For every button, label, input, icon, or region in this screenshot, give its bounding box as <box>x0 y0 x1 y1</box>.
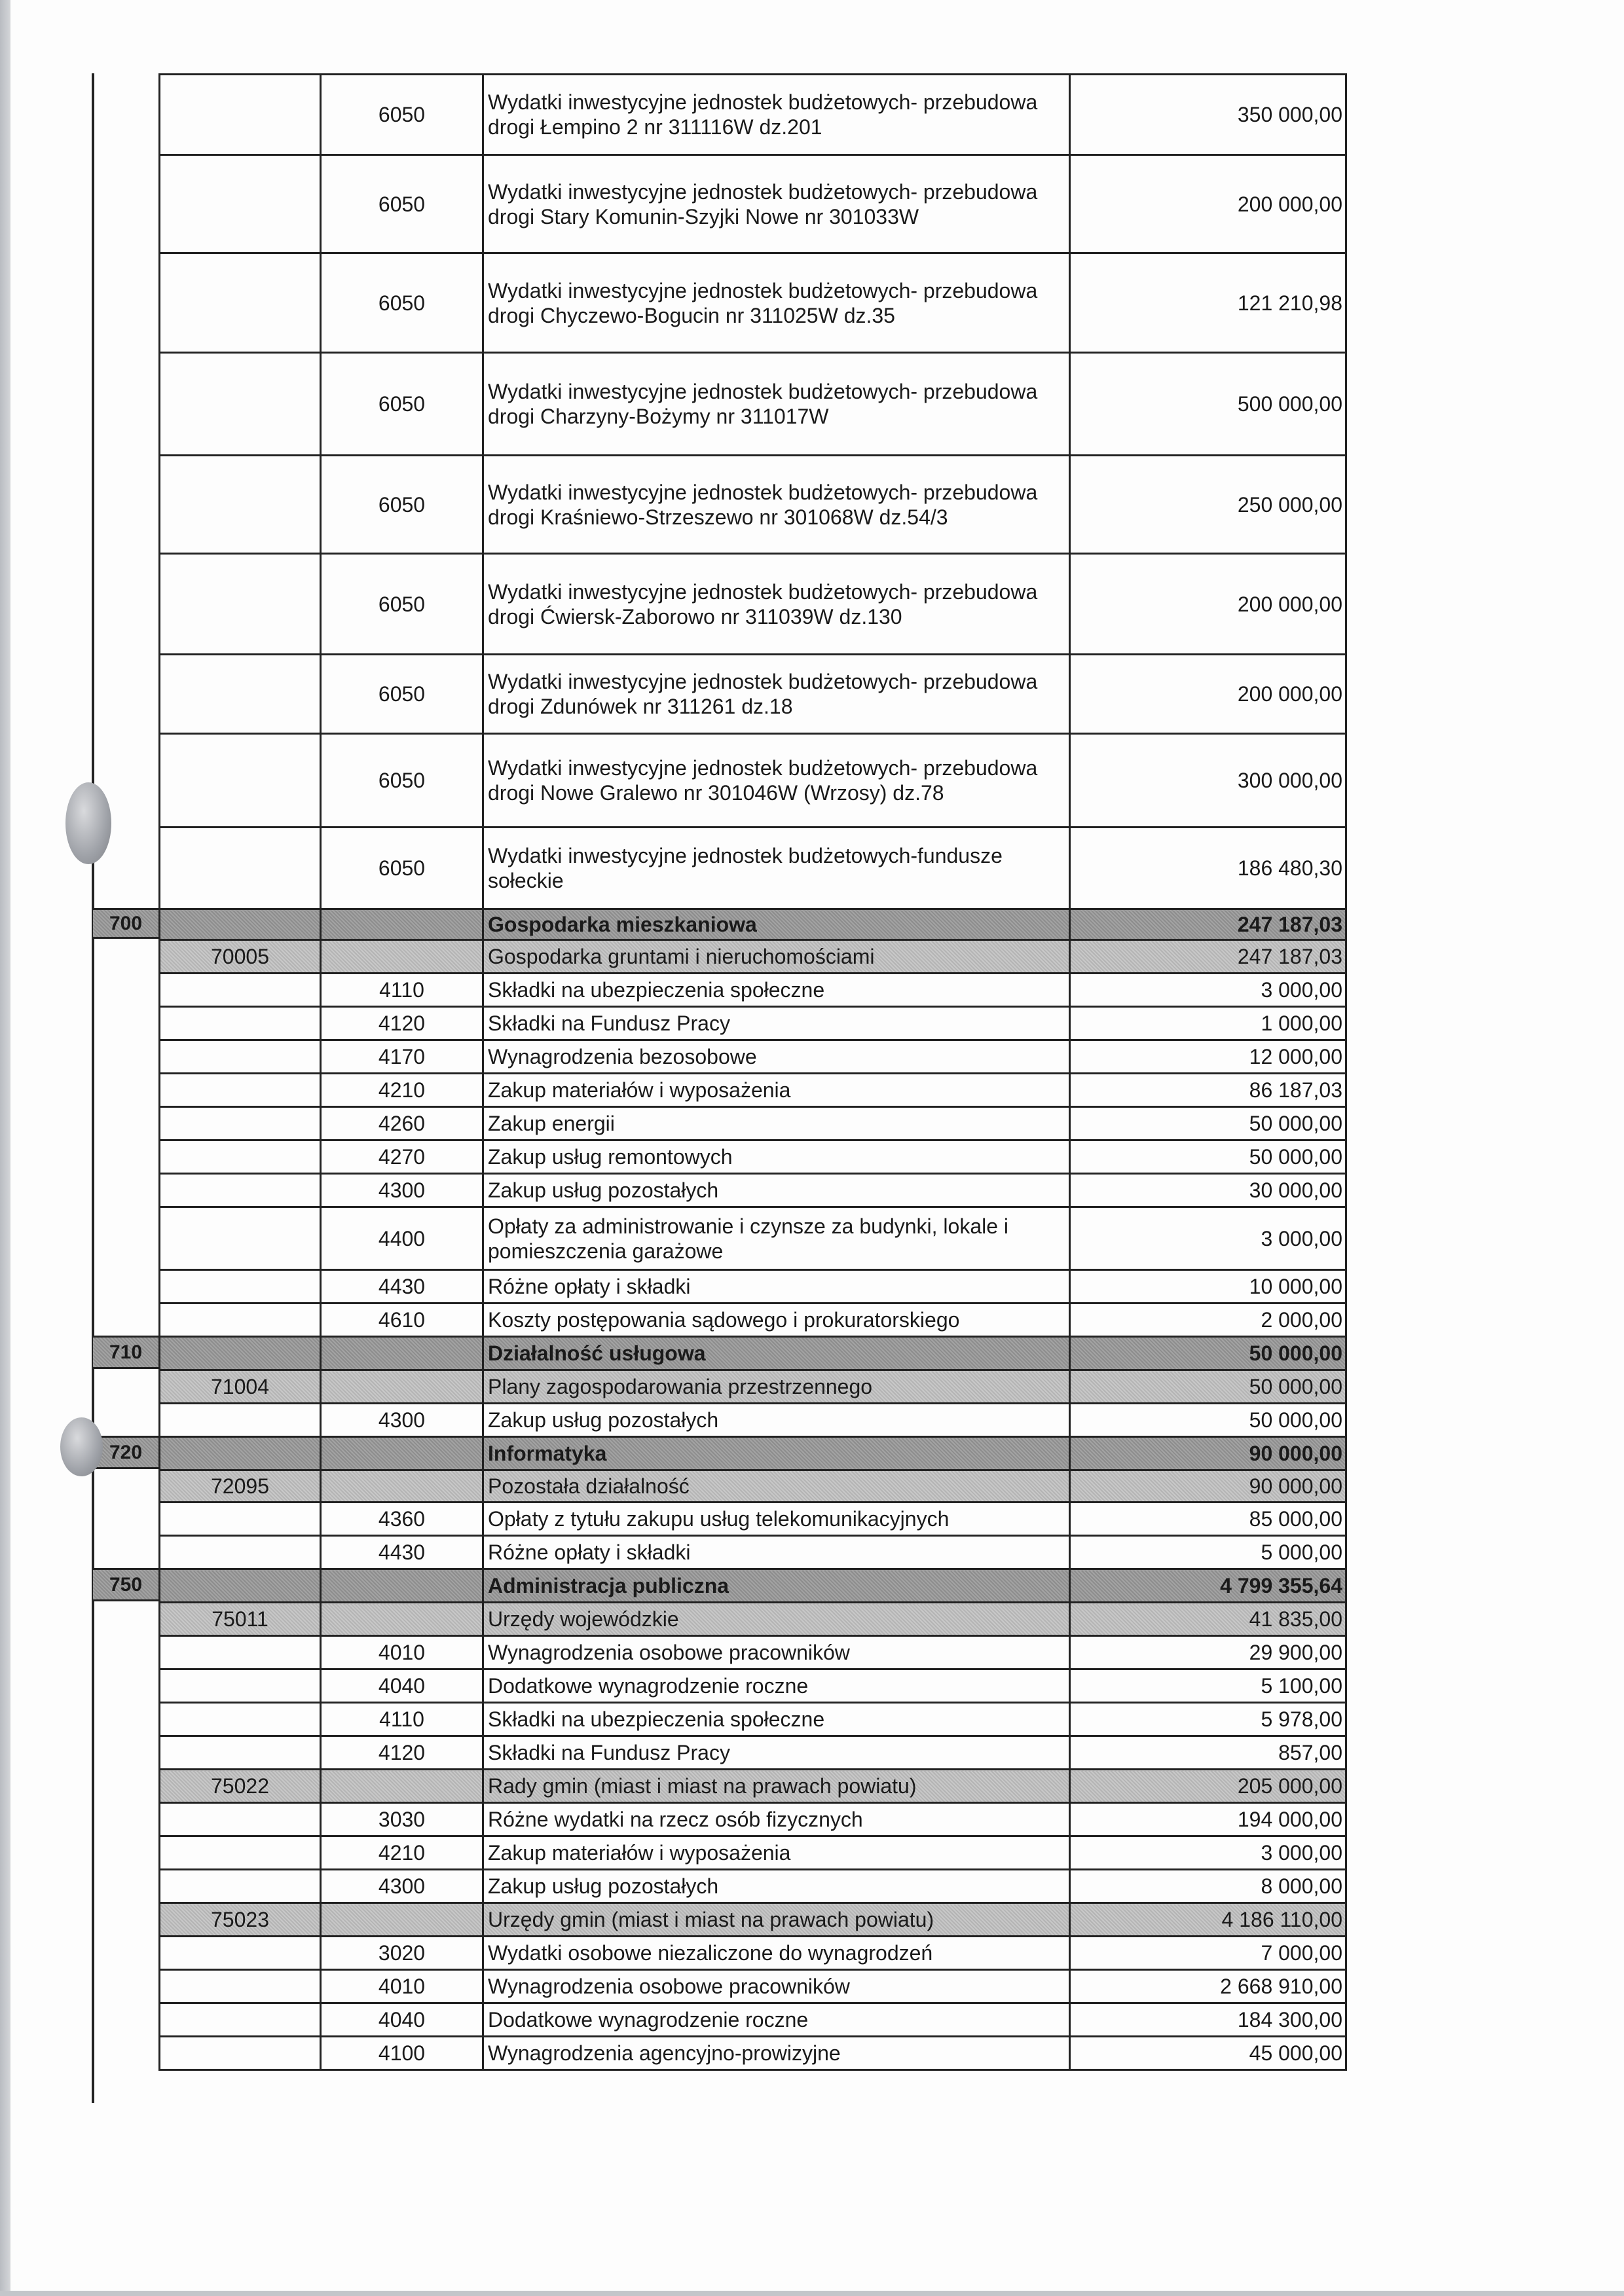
description-cell: Administracja publiczna <box>483 1569 1070 1603</box>
paragraf-cell: 4300 <box>321 1174 483 1207</box>
paragraf-row <box>160 1970 1346 2003</box>
description-cell: Zakup materiałów i wyposażenia <box>483 1836 1070 1870</box>
paragraf-cell: 3030 <box>321 1803 483 1836</box>
amount-cell: 350 000,00 <box>1070 75 1346 155</box>
left-margin-line <box>92 73 94 2103</box>
paragraf-row <box>160 1736 1346 1770</box>
amount-cell: 500 000,00 <box>1070 353 1346 456</box>
amount-cell: 7 000,00 <box>1070 1937 1346 1970</box>
description-cell: Pozostała działalność <box>483 1470 1070 1503</box>
description-cell: Informatyka <box>483 1437 1070 1470</box>
paragraf-row <box>160 1174 1346 1207</box>
amount-cell: 86 187,03 <box>1070 1074 1346 1107</box>
amount-cell: 50 000,00 <box>1070 1337 1346 1370</box>
dzial-code: 700 <box>93 908 158 939</box>
description-cell: Zakup usług pozostałych <box>483 1870 1070 1903</box>
paragraf-cell <box>321 1337 483 1370</box>
paragraf-cell <box>321 909 483 940</box>
rozdzial-cell <box>160 1207 321 1270</box>
amount-cell: 45 000,00 <box>1070 2037 1346 2070</box>
amount-cell: 121 210,98 <box>1070 253 1346 353</box>
paragraf-row <box>160 1636 1346 1669</box>
description-cell: Wydatki osobowe niezaliczone do wynagrodzeń <box>483 1937 1070 1970</box>
paragraf-row <box>160 155 1346 253</box>
description-cell: Wydatki inwestycyjne jednostek budżetowych- przebudowa drogi Łempino 2 nr 311116W dz.201 <box>483 75 1070 155</box>
paragraf-row <box>160 1404 1346 1437</box>
amount-cell: 50 000,00 <box>1070 1404 1346 1437</box>
description-cell: Działalność usługowa <box>483 1337 1070 1370</box>
paragraf-row <box>160 554 1346 655</box>
description-cell: Różne wydatki na rzecz osób fizycznych <box>483 1803 1070 1836</box>
paragraf-row <box>160 353 1346 456</box>
rozdzial-cell <box>160 1270 321 1303</box>
dzial-row <box>160 1437 1346 1470</box>
paragraf-cell: 4210 <box>321 1836 483 1870</box>
paragraf-cell: 6050 <box>321 828 483 909</box>
paragraf-cell: 6050 <box>321 554 483 655</box>
paragraf-cell: 4430 <box>321 1536 483 1569</box>
description-cell: Wydatki inwestycyjne jednostek budżetowych- przebudowa drogi Ćwiersk-Zaborowo nr 311039W dz.130 <box>483 554 1070 655</box>
amount-cell: 184 300,00 <box>1070 2003 1346 2037</box>
description-cell: Dodatkowe wynagrodzenie roczne <box>483 2003 1070 2037</box>
paragraf-cell: 4120 <box>321 1007 483 1040</box>
dzial-code: 750 <box>93 1568 158 1601</box>
paragraf-cell: 4170 <box>321 1040 483 1074</box>
scan-bottom-shadow <box>0 2291 1624 2296</box>
amount-cell: 5 978,00 <box>1070 1703 1346 1736</box>
amount-cell: 50 000,00 <box>1070 1140 1346 1174</box>
scan-edge-shadow <box>0 0 10 2296</box>
amount-cell: 85 000,00 <box>1070 1503 1346 1536</box>
rozdzial-cell <box>160 1174 321 1207</box>
paragraf-cell: 4360 <box>321 1503 483 1536</box>
paragraf-row <box>160 1207 1346 1270</box>
amount-cell: 200 000,00 <box>1070 655 1346 734</box>
amount-cell: 205 000,00 <box>1070 1770 1346 1803</box>
paragraf-cell: 4010 <box>321 1636 483 1669</box>
amount-cell: 50 000,00 <box>1070 1370 1346 1404</box>
paragraf-cell: 6050 <box>321 456 483 554</box>
paragraf-row <box>160 1836 1346 1870</box>
amount-cell: 10 000,00 <box>1070 1270 1346 1303</box>
paragraf-cell: 4400 <box>321 1207 483 1270</box>
paragraf-row <box>160 2003 1346 2037</box>
amount-cell: 30 000,00 <box>1070 1174 1346 1207</box>
paragraf-cell: 3020 <box>321 1937 483 1970</box>
paragraf-row <box>160 1937 1346 1970</box>
amount-cell: 4 799 355,64 <box>1070 1569 1346 1603</box>
paragraf-row <box>160 1074 1346 1107</box>
rozdzial-cell <box>160 2003 321 2037</box>
paragraf-row <box>160 1803 1346 1836</box>
amount-cell: 5 100,00 <box>1070 1669 1346 1703</box>
paragraf-cell: 4100 <box>321 2037 483 2070</box>
description-cell: Zakup materiałów i wyposażenia <box>483 1074 1070 1107</box>
description-cell: Dodatkowe wynagrodzenie roczne <box>483 1669 1070 1703</box>
paragraf-row <box>160 1270 1346 1303</box>
amount-cell: 247 187,03 <box>1070 940 1346 974</box>
dzial-row <box>160 909 1346 940</box>
paragraf-row <box>160 75 1346 155</box>
paragraf-row <box>160 1703 1346 1736</box>
description-cell: Wydatki inwestycyjne jednostek budżetowych- przebudowa drogi Chyczewo-Bogucin nr 311025W dz.35 <box>483 253 1070 353</box>
description-cell: Gospodarka mieszkaniowa <box>483 909 1070 940</box>
paragraf-cell <box>321 1603 483 1636</box>
dzial-row <box>160 1337 1346 1370</box>
rozdzial-cell <box>160 1636 321 1669</box>
amount-cell: 12 000,00 <box>1070 1040 1346 1074</box>
rozdzial-cell <box>160 909 321 940</box>
rozdzial-row <box>160 1903 1346 1937</box>
paragraf-cell <box>321 1569 483 1603</box>
amount-cell: 194 000,00 <box>1070 1803 1346 1836</box>
paragraf-row <box>160 1007 1346 1040</box>
paragraf-cell <box>321 1470 483 1503</box>
paragraf-cell: 4040 <box>321 2003 483 2037</box>
description-cell: Urzędy gmin (miast i miast na prawach powiatu) <box>483 1903 1070 1937</box>
description-cell: Plany zagospodarowania przestrzennego <box>483 1370 1070 1404</box>
paragraf-row <box>160 1303 1346 1337</box>
paragraf-cell: 4300 <box>321 1404 483 1437</box>
paragraf-cell: 4270 <box>321 1140 483 1174</box>
description-cell: Zakup usług remontowych <box>483 1140 1070 1174</box>
paragraf-cell: 6050 <box>321 655 483 734</box>
amount-cell: 3 000,00 <box>1070 1207 1346 1270</box>
amount-cell: 857,00 <box>1070 1736 1346 1770</box>
rozdzial-cell <box>160 1703 321 1736</box>
rozdzial-cell: 75011 <box>160 1603 321 1636</box>
description-cell: Wydatki inwestycyjne jednostek budżetowych- przebudowa drogi Kraśniewo-Strzeszewo nr 301068W dz.54/3 <box>483 456 1070 554</box>
paragraf-cell: 4300 <box>321 1870 483 1903</box>
dzial-code: 720 <box>93 1436 158 1469</box>
rozdzial-cell <box>160 554 321 655</box>
rozdzial-cell <box>160 1303 321 1337</box>
paragraf-row <box>160 974 1346 1007</box>
rozdzial-cell <box>160 155 321 253</box>
paragraf-cell: 4120 <box>321 1736 483 1770</box>
dzial-row <box>160 1569 1346 1603</box>
rozdzial-cell <box>160 1836 321 1870</box>
paragraf-cell <box>321 1770 483 1803</box>
description-cell: Składki na ubezpieczenia społeczne <box>483 1703 1070 1736</box>
description-cell: Zakup energii <box>483 1107 1070 1140</box>
description-cell: Koszty postępowania sądowego i prokuratorskiego <box>483 1303 1070 1337</box>
amount-cell: 3 000,00 <box>1070 974 1346 1007</box>
paragraf-cell: 6050 <box>321 155 483 253</box>
amount-cell: 29 900,00 <box>1070 1636 1346 1669</box>
rozdzial-cell: 72095 <box>160 1470 321 1503</box>
paragraf-cell <box>321 1437 483 1470</box>
paragraf-cell: 6050 <box>321 253 483 353</box>
paragraf-row <box>160 253 1346 353</box>
paragraf-cell <box>321 1370 483 1404</box>
rozdzial-cell <box>160 1736 321 1770</box>
rozdzial-cell <box>160 253 321 353</box>
paragraf-row <box>160 828 1346 909</box>
rozdzial-cell <box>160 974 321 1007</box>
description-cell: Wydatki inwestycyjne jednostek budżetowych- przebudowa drogi Zdunówek nr 311261 dz.18 <box>483 655 1070 734</box>
paragraf-cell: 4010 <box>321 1970 483 2003</box>
description-cell: Rady gmin (miast i miast na prawach powiatu) <box>483 1770 1070 1803</box>
description-cell: Opłaty z tytułu zakupu usług telekomunikacyjnych <box>483 1503 1070 1536</box>
amount-cell: 247 187,03 <box>1070 909 1346 940</box>
amount-cell: 2 000,00 <box>1070 1303 1346 1337</box>
binder-hole-icon <box>65 782 111 864</box>
rozdzial-cell <box>160 1107 321 1140</box>
rozdzial-cell <box>160 828 321 909</box>
rozdzial-cell <box>160 1937 321 1970</box>
paragraf-row <box>160 456 1346 554</box>
rozdzial-cell <box>160 2037 321 2070</box>
description-cell: Składki na Fundusz Pracy <box>483 1007 1070 1040</box>
rozdzial-cell: 71004 <box>160 1370 321 1404</box>
budget-table <box>158 73 1347 2071</box>
paragraf-row <box>160 655 1346 734</box>
paragraf-row <box>160 1503 1346 1536</box>
paragraf-cell: 4430 <box>321 1270 483 1303</box>
description-cell: Składki na ubezpieczenia społeczne <box>483 974 1070 1007</box>
paragraf-row <box>160 1669 1346 1703</box>
rozdzial-cell <box>160 1803 321 1836</box>
description-cell: Wynagrodzenia bezosobowe <box>483 1040 1070 1074</box>
dzial-code: 710 <box>93 1336 158 1369</box>
rozdzial-cell <box>160 1669 321 1703</box>
paragraf-row <box>160 1040 1346 1074</box>
amount-cell: 1 000,00 <box>1070 1007 1346 1040</box>
budget-table-body <box>160 75 1346 2070</box>
rozdzial-row <box>160 940 1346 974</box>
paragraf-cell: 4110 <box>321 974 483 1007</box>
amount-cell: 200 000,00 <box>1070 554 1346 655</box>
rozdzial-row <box>160 1370 1346 1404</box>
paragraf-row <box>160 734 1346 828</box>
binder-hole-icon <box>60 1417 103 1476</box>
amount-cell: 5 000,00 <box>1070 1536 1346 1569</box>
amount-cell: 2 668 910,00 <box>1070 1970 1346 2003</box>
rozdzial-row <box>160 1603 1346 1636</box>
paragraf-cell: 6050 <box>321 353 483 456</box>
amount-cell: 186 480,30 <box>1070 828 1346 909</box>
rozdzial-cell <box>160 1337 321 1370</box>
paragraf-row <box>160 1536 1346 1569</box>
description-cell: Wydatki inwestycyjne jednostek budżetowych-fundusze sołeckie <box>483 828 1070 909</box>
description-cell: Wynagrodzenia osobowe pracowników <box>483 1636 1070 1669</box>
description-cell: Opłaty za administrowanie i czynsze za budynki, lokale i pomieszczenia garażowe <box>483 1207 1070 1270</box>
paragraf-cell <box>321 1903 483 1937</box>
amount-cell: 41 835,00 <box>1070 1603 1346 1636</box>
paragraf-cell: 4210 <box>321 1074 483 1107</box>
rozdzial-cell <box>160 1140 321 1174</box>
paragraf-row <box>160 1107 1346 1140</box>
rozdzial-cell <box>160 1437 321 1470</box>
rozdzial-cell: 75023 <box>160 1903 321 1937</box>
rozdzial-cell <box>160 1536 321 1569</box>
paragraf-cell: 4610 <box>321 1303 483 1337</box>
paragraf-cell: 6050 <box>321 734 483 828</box>
rozdzial-cell <box>160 1569 321 1603</box>
paragraf-cell: 4040 <box>321 1669 483 1703</box>
rozdzial-cell <box>160 1040 321 1074</box>
amount-cell: 90 000,00 <box>1070 1437 1346 1470</box>
paragraf-row <box>160 2037 1346 2070</box>
rozdzial-cell <box>160 1404 321 1437</box>
rozdzial-cell: 70005 <box>160 940 321 974</box>
amount-cell: 50 000,00 <box>1070 1107 1346 1140</box>
description-cell: Wynagrodzenia osobowe pracowników <box>483 1970 1070 2003</box>
rozdzial-row <box>160 1770 1346 1803</box>
rozdzial-cell <box>160 353 321 456</box>
description-cell: Różne opłaty i składki <box>483 1270 1070 1303</box>
paragraf-cell: 6050 <box>321 75 483 155</box>
amount-cell: 3 000,00 <box>1070 1836 1346 1870</box>
paragraf-cell: 4110 <box>321 1703 483 1736</box>
description-cell: Wydatki inwestycyjne jednostek budżetowych- przebudowa drogi Stary Komunin-Szyjki Nowe nr 301033W <box>483 155 1070 253</box>
amount-cell: 8 000,00 <box>1070 1870 1346 1903</box>
amount-cell: 4 186 110,00 <box>1070 1903 1346 1937</box>
rozdzial-cell <box>160 1870 321 1903</box>
description-cell: Wydatki inwestycyjne jednostek budżetowych- przebudowa drogi Charzyny-Bożymy nr 311017W <box>483 353 1070 456</box>
amount-cell: 250 000,00 <box>1070 456 1346 554</box>
description-cell: Zakup usług pozostałych <box>483 1174 1070 1207</box>
rozdzial-cell <box>160 655 321 734</box>
description-cell: Różne opłaty i składki <box>483 1536 1070 1569</box>
rozdzial-cell <box>160 1503 321 1536</box>
amount-cell: 200 000,00 <box>1070 155 1346 253</box>
rozdzial-row <box>160 1470 1346 1503</box>
description-cell: Wydatki inwestycyjne jednostek budżetowych- przebudowa drogi Nowe Gralewo nr 301046W (Wrzosy) dz.78 <box>483 734 1070 828</box>
rozdzial-cell <box>160 1970 321 2003</box>
rozdzial-cell <box>160 75 321 155</box>
paragraf-row <box>160 1140 1346 1174</box>
paragraf-cell: 4260 <box>321 1107 483 1140</box>
rozdzial-cell <box>160 1074 321 1107</box>
description-cell: Gospodarka gruntami i nieruchomościami <box>483 940 1070 974</box>
description-cell: Zakup usług pozostałych <box>483 1404 1070 1437</box>
rozdzial-cell <box>160 1007 321 1040</box>
amount-cell: 300 000,00 <box>1070 734 1346 828</box>
rozdzial-cell <box>160 734 321 828</box>
amount-cell: 90 000,00 <box>1070 1470 1346 1503</box>
description-cell: Składki na Fundusz Pracy <box>483 1736 1070 1770</box>
description-cell: Wynagrodzenia agencyjno-prowizyjne <box>483 2037 1070 2070</box>
description-cell: Urzędy wojewódzkie <box>483 1603 1070 1636</box>
paragraf-cell <box>321 940 483 974</box>
paragraf-row <box>160 1870 1346 1903</box>
rozdzial-cell <box>160 456 321 554</box>
rozdzial-cell: 75022 <box>160 1770 321 1803</box>
